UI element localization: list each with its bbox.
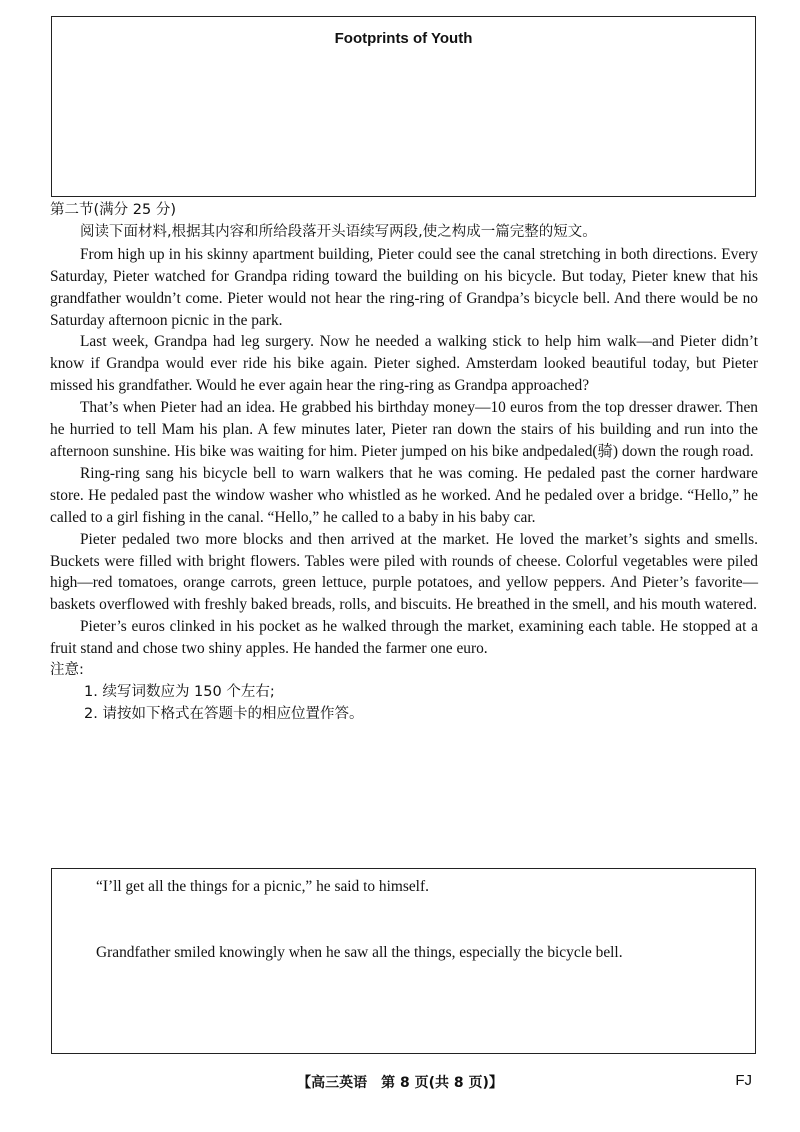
reading-material — [50, 200, 758, 726]
answer-box — [51, 868, 756, 1054]
essay-title: Footprints of Youth — [334, 30, 473, 47]
footer-code: FJ — [735, 1072, 752, 1089]
notes-heading: 注意: — [50, 662, 84, 679]
paragraph-1: From high up in his skinny apartment building, Pieter could see the canal stretching in both directions. Every Saturday, Pieter watched for Grandpa riding toward the building on his bicycle. But today, Pieter knew that his grandfather wouldn’t come. Pieter would not hear the ring-ring of Grandpa’s bicycle bell. And there would be no Saturday afternoon picnic in the park. — [50, 245, 758, 329]
paragraph-3: That’s when Pieter had an idea. He grabbed his birthday money—10 euros from the top dresser drawer. Then he hurried to tell Mam his plan. A few minutes later, Pieter ran down the stairs of his building and run into the afternoon sunshine. His bike was waiting for him. Pieter jumped on his bike andpedaled(骑) down the rough road. — [50, 399, 758, 460]
section-instruction: 阅读下面材料,根据其内容和所给段落开头语续写两段,使之构成一篇完整的短文。 — [80, 223, 597, 240]
footer-label: 【高三英语 第 8 页(共 8 页)】 — [297, 1075, 503, 1091]
paragraph-starter-1: “I’ll get all the things for a picnic,” he said to himself. — [96, 878, 429, 895]
paragraph-6: Pieter’s euros clinked in his pocket as he walked through the market, examining each table. He stopped at a fruit stand and chose two shiny apples. He handed the farmer one euro. — [50, 618, 758, 658]
paragraph-2: Last week, Grandpa had leg surgery. Now he needed a walking stick to help him walk—and Pieter didn’t know if Grandpa would ever ride his bike again. Pieter sighed. Amsterdam looked beautiful today, but Pieter missed his grandfather. Would he ever again hear the ring-ring as Grandpa approached? — [50, 333, 758, 395]
paragraph-4: Ring-ring sang his bicycle bell to warn walkers that he was coming. He pedaled past the corner hardware store. He pedaled past the window washer who whistled as he worked. And he pedaled over a bridge. “Hello,” he called to a girl fishing in the canal. “Hello,” he called to a baby in his baby car. — [50, 464, 758, 526]
page-footer — [0, 1072, 800, 1092]
note-item-2: 2. 请按如下格式在答题卡的相应位置作答。 — [84, 705, 364, 722]
paragraph-starter-2: Grandfather smiled knowingly when he saw all the things, especially the bicycle bell. — [96, 944, 623, 961]
section-heading: 第二节(满分 25 分) — [50, 202, 176, 218]
writing-box-top — [51, 16, 756, 197]
note-item-1: 1. 续写词数应为 150 个左右; — [84, 683, 275, 700]
paragraph-5: Pieter pedaled two more blocks and then arrived at the market. He loved the market’s sights and smells. Buckets were filled with bright flowers. Tables were piled with rounds of cheese. Colorful vegetables were piled high—red tomatoes, orange carrots, green lettuce, purple potatoes, and yellow peppers. And Pieter’s favorite—baskets overflowed with freshly baked breads, rolls, and biscuits. He breathed in the smell, and his mouth watered. — [50, 530, 758, 614]
